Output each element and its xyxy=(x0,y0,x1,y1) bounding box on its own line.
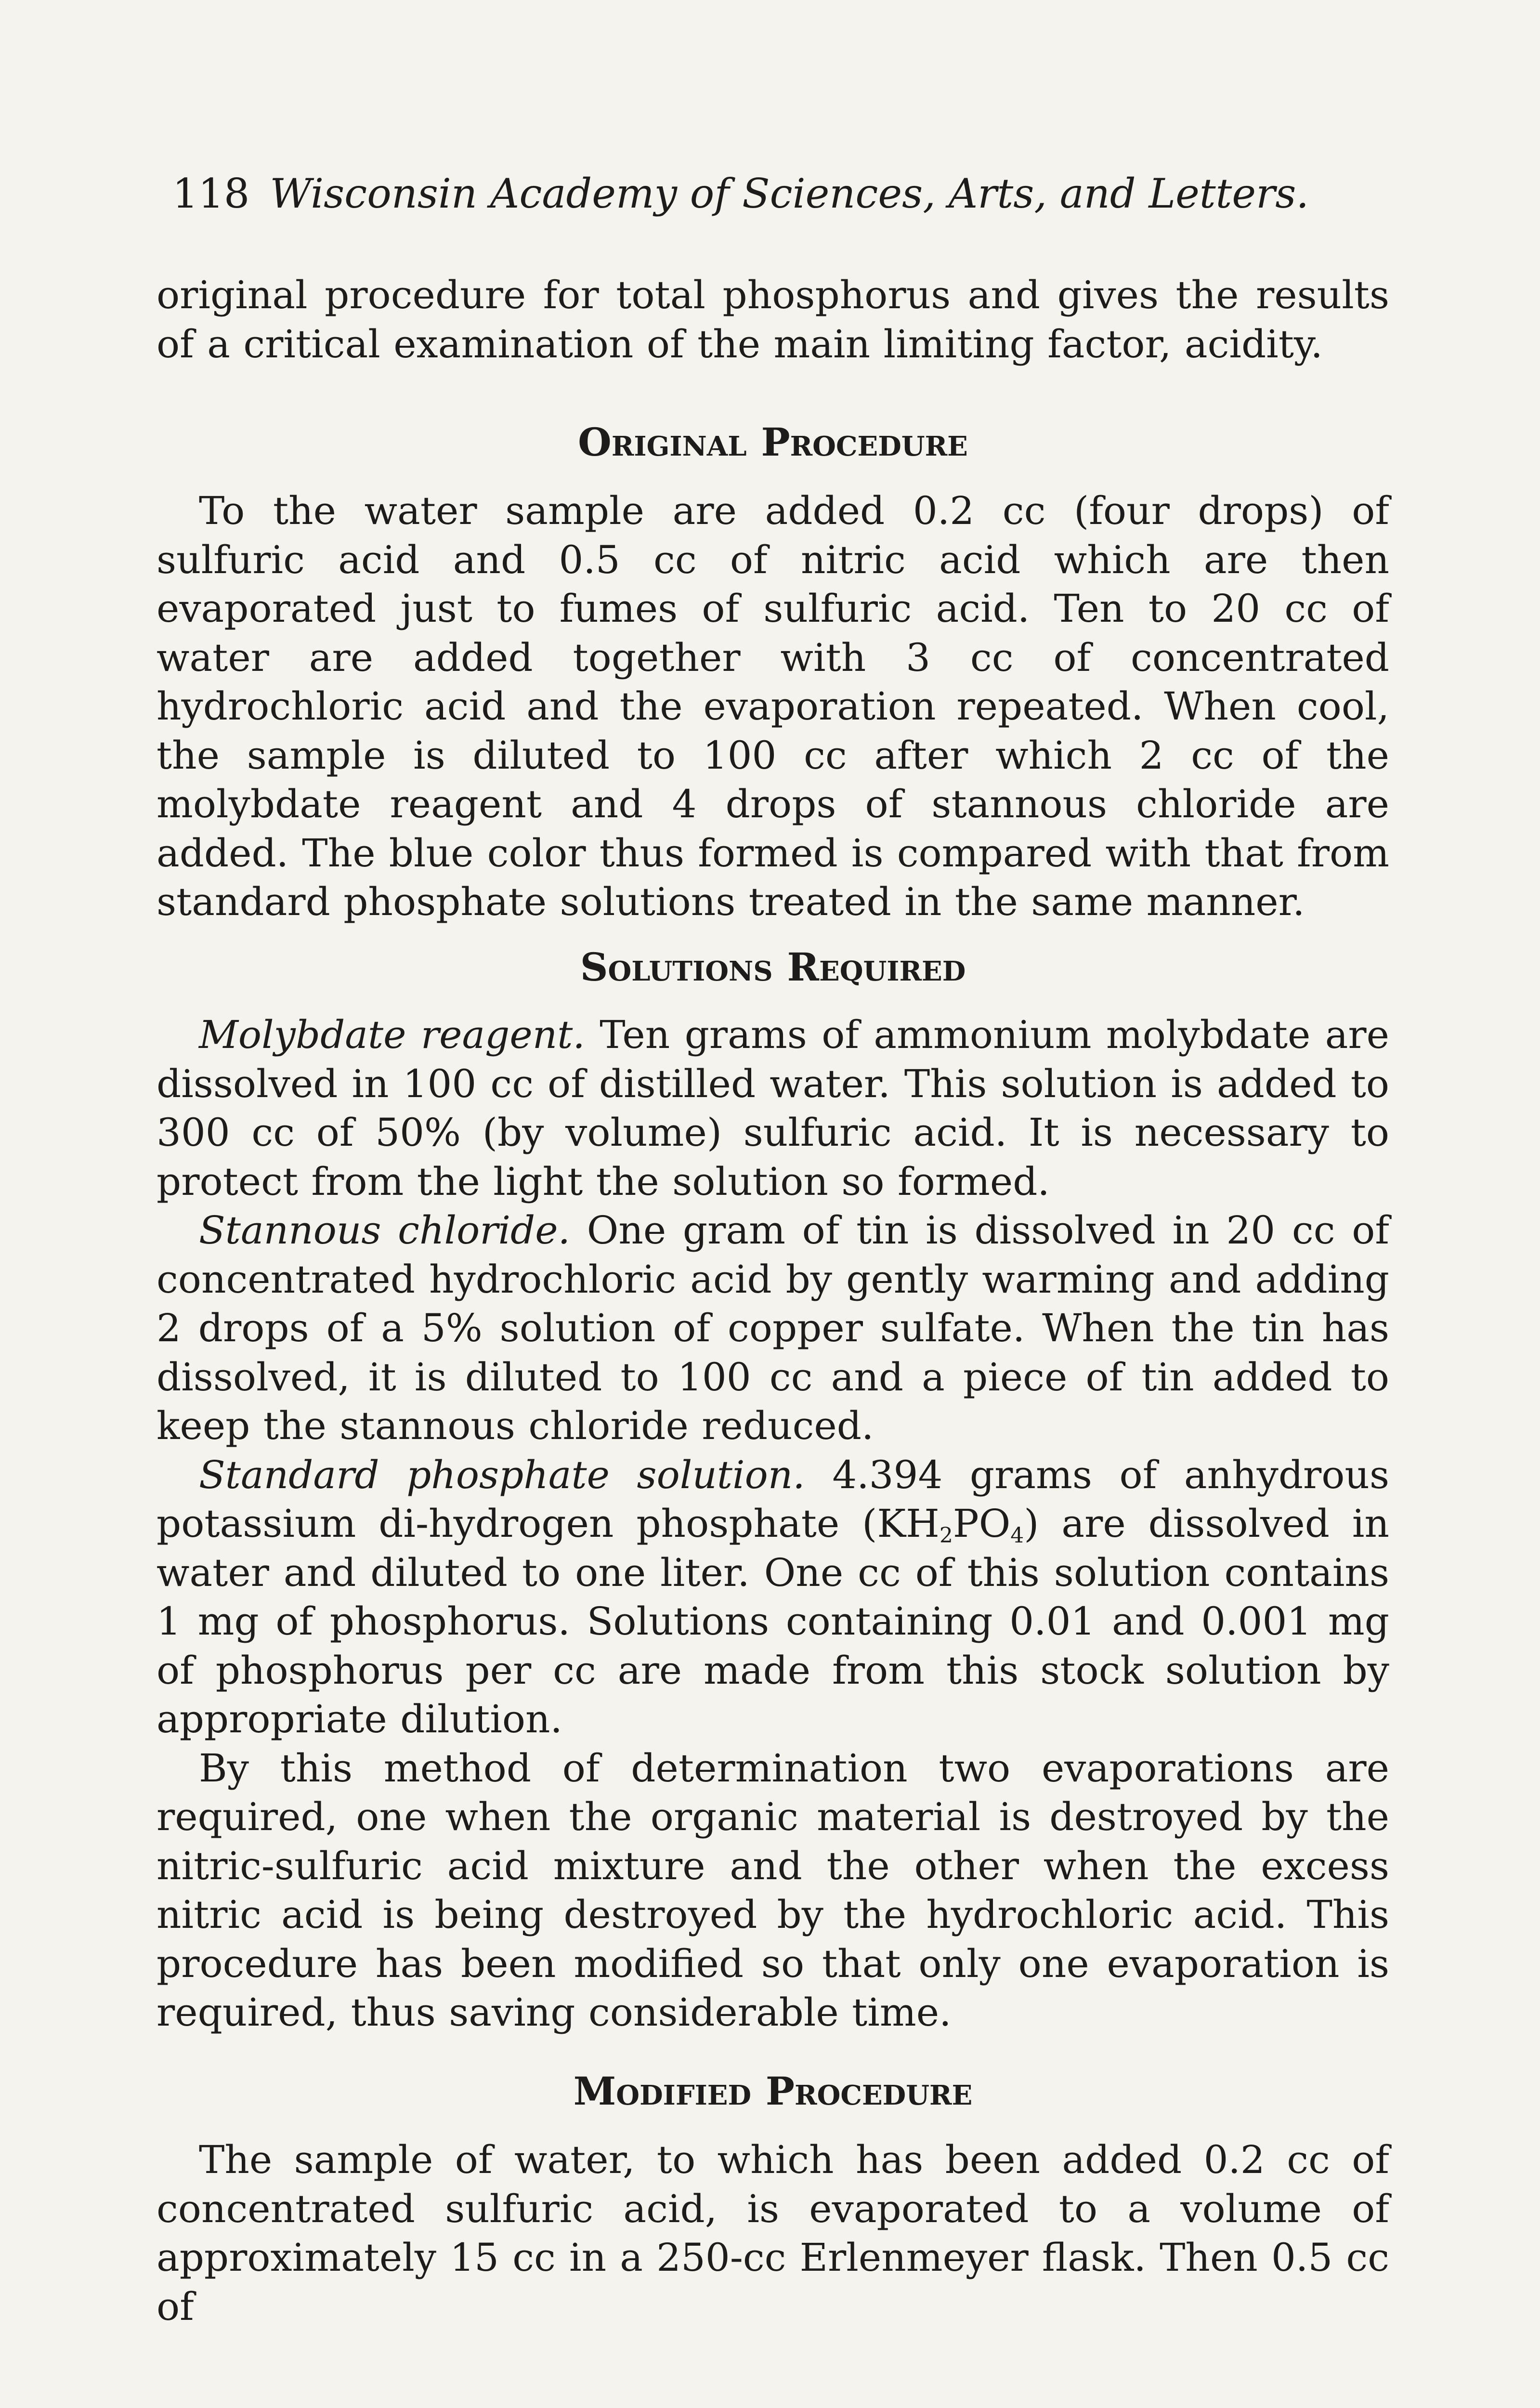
method-paragraph: By this method of determination two evaporations are required, one when the organic material is destroyed by the nitric-sulfuric acid mixture and the other when the excess nitric acid is being destroyed by the hydrochloric acid. This procedure has been modified so that only one evaporation is required, thus saving considerable time. xyxy=(157,1745,1389,2035)
standard-phosphate-lead: Standard phosphate solution. xyxy=(199,1452,805,1497)
original-procedure-section xyxy=(157,418,1389,927)
page-number: 118 xyxy=(172,170,250,217)
formula-po: PO xyxy=(953,1501,1011,1546)
opening-paragraph: original procedure for total phosphorus and gives the results of a critical examination of the main limiting factor, acidity. xyxy=(157,273,1389,366)
molybdate-reagent-paragraph xyxy=(157,1010,1389,1206)
molybdate-reagent-text: Ten grams of ammonium molybdate are dissolved in 100 cc of distilled water. This solution is added to 300 cc of 50% (by volume) sulfuric acid. It is necessary to protect from the light the solution so formed. xyxy=(157,1012,1390,1204)
heading-modified-procedure: Modified Procedure xyxy=(573,2068,973,2114)
stannous-chloride-text: One gram of tin is dissolved in 20 cc of concentrated hydrochloric acid by gently warming and adding 2 drops of a 5% solution of copper sulfate. When the tin has dissolved, it is diluted to 100 cc and a piece of tin added to keep the stannous chloride reduced. xyxy=(157,1208,1389,1448)
formula-subscript-4: 4 xyxy=(1010,1523,1024,1548)
formula-kh: KH xyxy=(877,1501,940,1546)
running-head xyxy=(172,170,1386,218)
opening-text xyxy=(157,271,1389,368)
heading-original-procedure: Original Procedure xyxy=(578,419,968,465)
modified-procedure-section xyxy=(157,2067,1389,2331)
stannous-chloride-lead: Stannous chloride. xyxy=(199,1208,571,1253)
standard-phosphate-text-before: 4.394 grams of anhydrous potassium di-hydrogen phosphate ( xyxy=(157,1452,1390,1546)
original-procedure-paragraph: To the water sample are added 0.2 cc (four drops) of sulfuric acid and 0.5 cc of nitric acid which are then evaporated just to fumes of sulfuric acid. Ten to 20 cc of water are added together with 3 cc of concentrated hydrochloric acid and the evaporation repeated. When cool, the sample is diluted to 100 cc after which 2 cc of the molybdate reagent and 4 drops of stannous chloride are added. The blue color thus formed is compared with that from standard phosphate solutions treated in the same manner. xyxy=(157,488,1389,924)
journal-title: Wisconsin Academy of Sciences, Arts, and Letters. xyxy=(270,170,1309,217)
modified-procedure-paragraph: The sample of water, to which has been added 0.2 cc of concentrated sulfuric acid, is evaporated to a volume of approximately 15 cc in a 250-cc Erlenmeyer flask. Then 0.5 cc of xyxy=(157,2137,1389,2329)
standard-phosphate-text-after: ) are dissolved in water and diluted to one liter. One cc of this solution contains 1 mg of phosphorus. Solutions containing 0.01 and 0.001 mg of phosphorus per cc are made from this stock solution by appropriate dilution. xyxy=(157,1501,1389,1741)
molybdate-reagent-lead: Molybdate reagent. xyxy=(199,1012,585,1057)
heading-solutions-required: Solutions Required xyxy=(580,944,966,990)
stannous-chloride-paragraph xyxy=(157,1206,1389,1451)
standard-phosphate-paragraph xyxy=(157,1451,1389,1744)
formula-subscript-2: 2 xyxy=(939,1523,953,1548)
solutions-required-section xyxy=(157,943,1389,2037)
